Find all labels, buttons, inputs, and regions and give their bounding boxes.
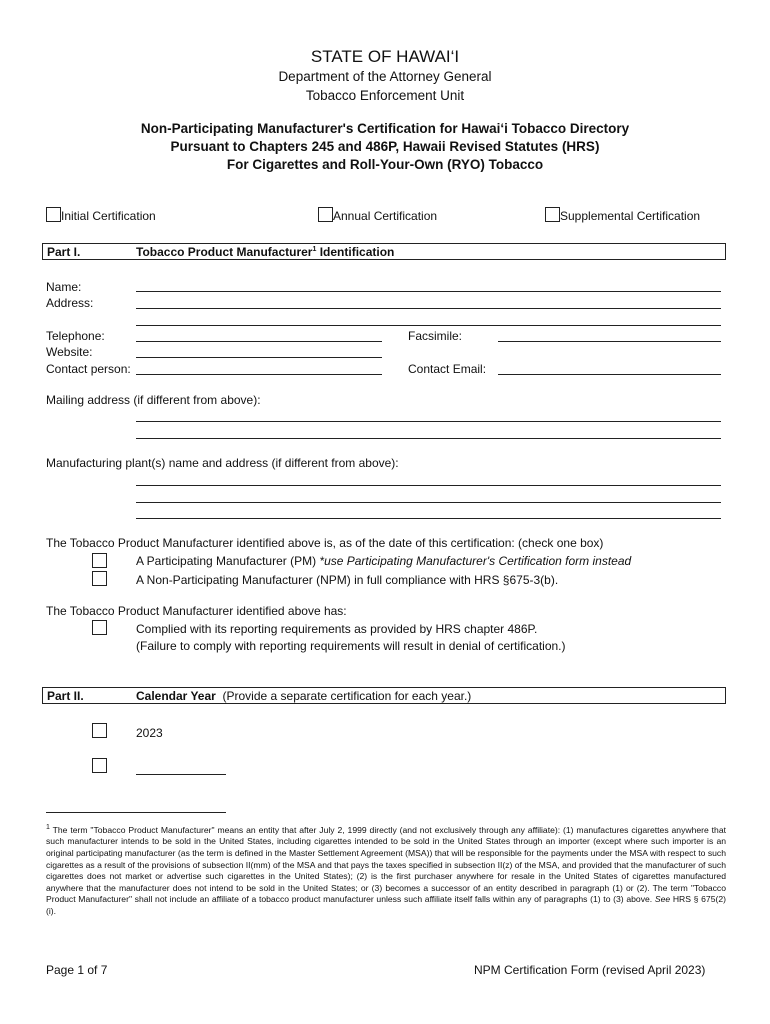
website-label: Website: xyxy=(46,345,93,359)
manufacturing-plant-label: Manufacturing plant(s) name and address (if different from above): xyxy=(46,456,399,470)
part1-label: Part I. xyxy=(47,245,81,259)
other-year-checkbox[interactable] xyxy=(92,758,107,773)
year-2023-label: 2023 xyxy=(136,726,163,740)
facsimile-field[interactable] xyxy=(498,341,721,342)
mailing-address-field-line1[interactable] xyxy=(136,421,721,422)
facsimile-label: Facsimile: xyxy=(408,329,463,343)
address-label: Address: xyxy=(46,296,94,310)
initial-certification-checkbox[interactable] xyxy=(46,207,61,222)
complied-line1: Complied with its reporting requirements as provided by HRS chapter 486P. xyxy=(136,622,538,636)
complied-line2: (Failure to comply with reporting requirements will result in denial of certification.) xyxy=(136,639,566,653)
form-title-line1: Non-Participating Manufacturer's Certification for Hawai‘i Tobacco Directory xyxy=(140,121,630,136)
form-title-line2: Pursuant to Chapters 245 and 486P, Hawaii Revised Statutes (HRS) xyxy=(170,139,600,154)
form-revision: NPM Certification Form (revised April 2023) xyxy=(474,963,706,977)
part1-title: Tobacco Product Manufacturer$^1$ Identification xyxy=(136,245,395,259)
supplemental-certification-checkbox[interactable] xyxy=(545,207,560,222)
plant-field-line2[interactable] xyxy=(136,502,721,503)
address-field-line2[interactable] xyxy=(136,325,721,326)
contact-person-label: Contact person: xyxy=(46,362,131,376)
npm-option-label: A Non-Participating Manufacturer (NPM) in full compliance with HRS §675-3(b). xyxy=(136,573,559,587)
contact-email-label: Contact Email: xyxy=(408,362,487,376)
mailing-address-field-line2[interactable] xyxy=(136,438,721,439)
form-title-line3: For Cigarettes and Roll-Your-Own (RYO) Tobacco xyxy=(226,157,544,172)
website-field[interactable] xyxy=(136,357,382,358)
has-intro: The Tobacco Product Manufacturer identified above has: xyxy=(46,604,347,618)
annual-certification-option[interactable] xyxy=(318,207,437,223)
contact-email-field[interactable] xyxy=(498,374,721,375)
other-year-field[interactable] xyxy=(136,774,226,775)
department-name: Department of the Attorney General xyxy=(278,69,492,84)
initial-certification-label: Initial Certification xyxy=(61,209,156,223)
name-label: Name: xyxy=(46,280,82,294)
state-title: STATE OF HAWAI‘I xyxy=(310,47,460,66)
initial-certification-option[interactable] xyxy=(46,207,156,223)
mailing-address-label: Mailing address (if different from above): xyxy=(46,393,261,407)
page-number: Page 1 of 7 xyxy=(46,963,108,977)
part2-title: Calendar Year (Provide a separate certification for each year.) xyxy=(136,689,472,703)
supplemental-certification-label: Supplemental Certification xyxy=(560,209,701,223)
plant-field-line1[interactable] xyxy=(136,485,721,486)
name-field[interactable] xyxy=(136,291,721,292)
annual-certification-label: Annual Certification xyxy=(333,209,438,223)
pm-option-label: A Participating Manufacturer (PM) *use Participating Manufacturer's Certification form instead xyxy=(136,554,632,568)
plant-field-line3[interactable] xyxy=(136,518,721,519)
unit-name: Tobacco Enforcement Unit xyxy=(305,88,465,103)
supplemental-certification-option[interactable] xyxy=(545,207,700,223)
contact-person-field[interactable] xyxy=(136,374,382,375)
telephone-label: Telephone: xyxy=(46,329,105,343)
telephone-field[interactable] xyxy=(136,341,382,342)
footnote-ref: 1 xyxy=(312,246,317,253)
complied-checkbox[interactable] xyxy=(92,620,107,635)
footnote-divider xyxy=(46,812,226,813)
footnote: $^1$ The term "Tobacco Product Manufacturer" means an entity that after July 2, 1999 directly (and not exclusively through any affiliate): (1) manufactures cigarettes anywhere that such manufacturer intends to be sold in the United States, including cigarettes intended to be sold in the United States through an importer (except where such importer is an original participating manufacturer (as the term is defined in the Master Settlement Agreement (MSA)) that will be responsible for the payments under the MSA with respect to such cigarettes as a result of the provisions of subsection II(mm) of the MSA and that pays the taxes specified in subsection II(z) of the MSA, and provided that the manufacturer of such cigarettes does not market or advertise such cigarettes in the United States); (2) is the first purchaser anywhere for resale in the United States of cigarettes manufactured anywhere that the manufacturer does not intend to be sold in the United States; or (3) becomes a successor of an entity described in paragraph (1) or (2). The term "Tobacco Product Manufacturer" shall not include an affiliate of a tobacco product manufacturer unless such affiliate itself falls within any of paragraphs (1) to (3) above. See HRS § 675(2)(i). xyxy=(46,824,726,917)
annual-certification-checkbox[interactable] xyxy=(318,207,333,222)
npm-checkbox[interactable] xyxy=(92,571,107,586)
year-2023-checkbox[interactable] xyxy=(92,723,107,738)
address-field-line1[interactable] xyxy=(136,308,721,309)
footnote-number: 1 xyxy=(46,824,50,831)
status-intro: The Tobacco Product Manufacturer identified above is, as of the date of this certification: (check one box) xyxy=(46,536,604,550)
pm-option-note: *use Participating Manufacturer's Certification form instead xyxy=(319,554,632,568)
pm-checkbox[interactable] xyxy=(92,553,107,568)
part2-label: Part II. xyxy=(47,689,84,703)
